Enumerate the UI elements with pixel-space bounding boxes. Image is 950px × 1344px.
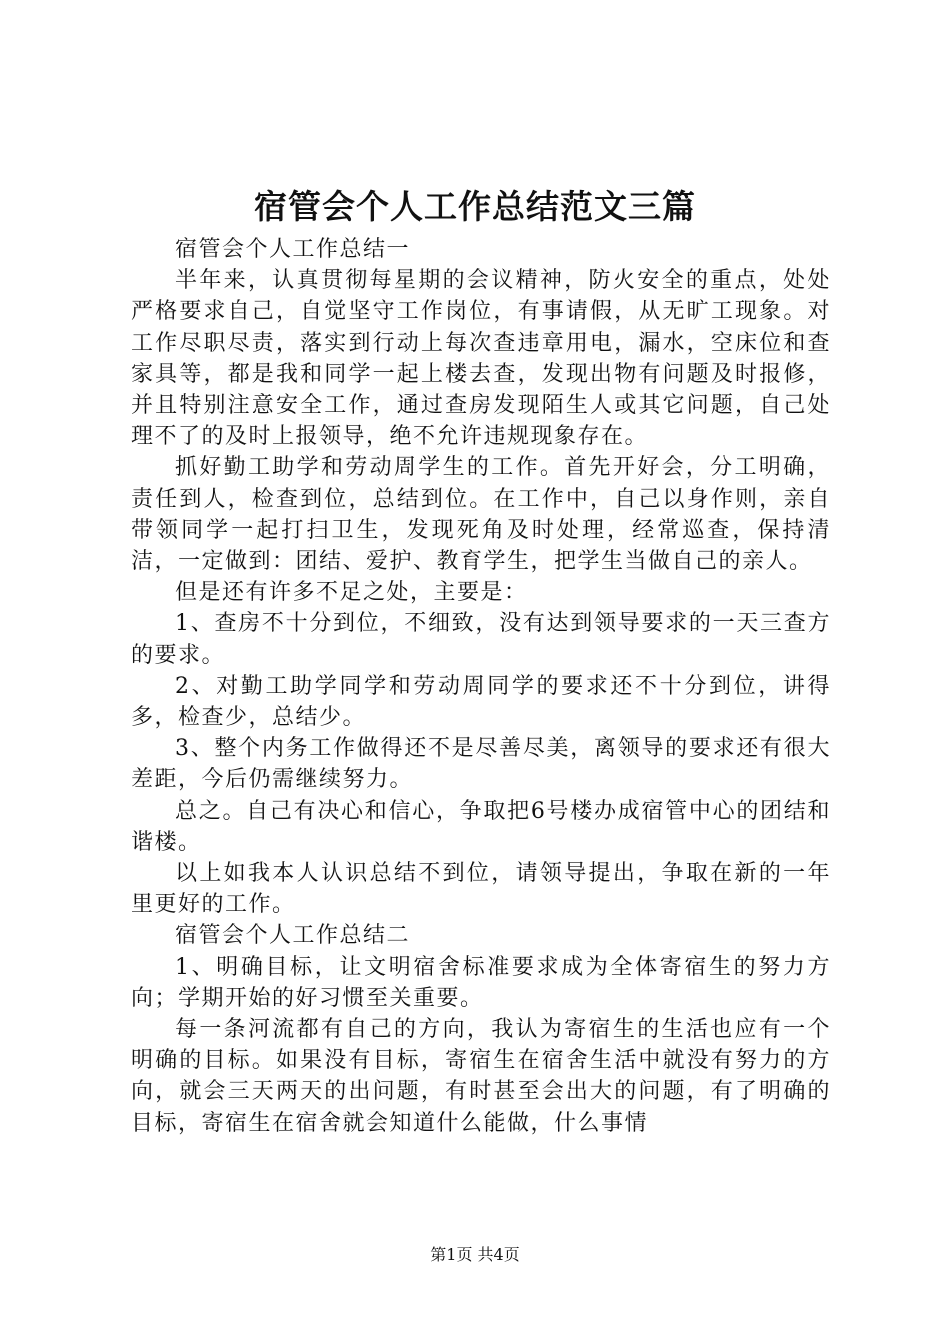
body-paragraph: 以上如我本人认识总结不到位，请领导提出，争取在新的一年里更好的工作。 [131, 861, 831, 918]
body-paragraph: 但是还有许多不足之处，主要是： [175, 580, 528, 606]
list-item: 3、整个内务工作做得还不是尽善尽美，离领导的要求还有很大差距，今后仍需继续努力。 [131, 736, 831, 793]
list-item: 1、查房不十分到位，不细致，没有达到领导要求的一天三查方的要求。 [131, 611, 831, 668]
body-paragraph: 总之。自己有决心和信心，争取把6号楼办成宿管中心的团结和谐楼。 [131, 798, 831, 855]
body-paragraph: 半年来，认真贯彻每星期的会议精神，防火安全的重点，处处严格要求自己，自觉坚守工作岗位，有事请假，从无旷工现象。对工作尽职尽责，落实到行动上每次查违章用电，漏水，空床位和查家具等，都是我和同学一起上楼去查，发现出物有问题及时报修，并且特别注意安全工作，通过查房发现陌生人或其它问题，自己处理不了的及时上报领导，绝不允许违规现象存在。 [131, 268, 831, 450]
section-heading: 宿管会个人工作总结一 [175, 237, 411, 262]
list-item: 2、对勤工助学同学和劳动周同学的要求还不十分到位，讲得多，检查少，总结少。 [131, 673, 831, 731]
document-body [131, 234, 831, 1139]
body-paragraph: 抓好勤工助学和劳动周学生的工作。首先开好会，分工明确，责任到人，检查到位，总结到位。在工作中，自己以身作则，亲自带领同学一起打扫卫生，发现死角及时处理，经常巡查，保持清洁，一定做到：团结、爱护、教育学生，把学生当做自己的亲人。 [131, 455, 831, 575]
list-item: 1、明确目标，让文明宿舍标准要求成为全体寄宿生的努力方向；学期开始的好习惯至关重要。 [131, 954, 831, 1011]
document-title: 宿管会个人工作总结范文三篇 [254, 187, 696, 226]
section-heading: 宿管会个人工作总结二 [175, 923, 411, 949]
body-paragraph: 每一条河流都有自己的方向，我认为寄宿生的生活也应有一个明确的目标。如果没有目标，寄宿生在宿舍生活中就没有努力的方向，就会三天两天的出问题，有时甚至会出大的问题，有了明确的目标，寄宿生在宿舍就会知道什么能做，什么事情 [131, 1017, 831, 1136]
page-footer: 第1页 共4页 [430, 1245, 520, 1264]
